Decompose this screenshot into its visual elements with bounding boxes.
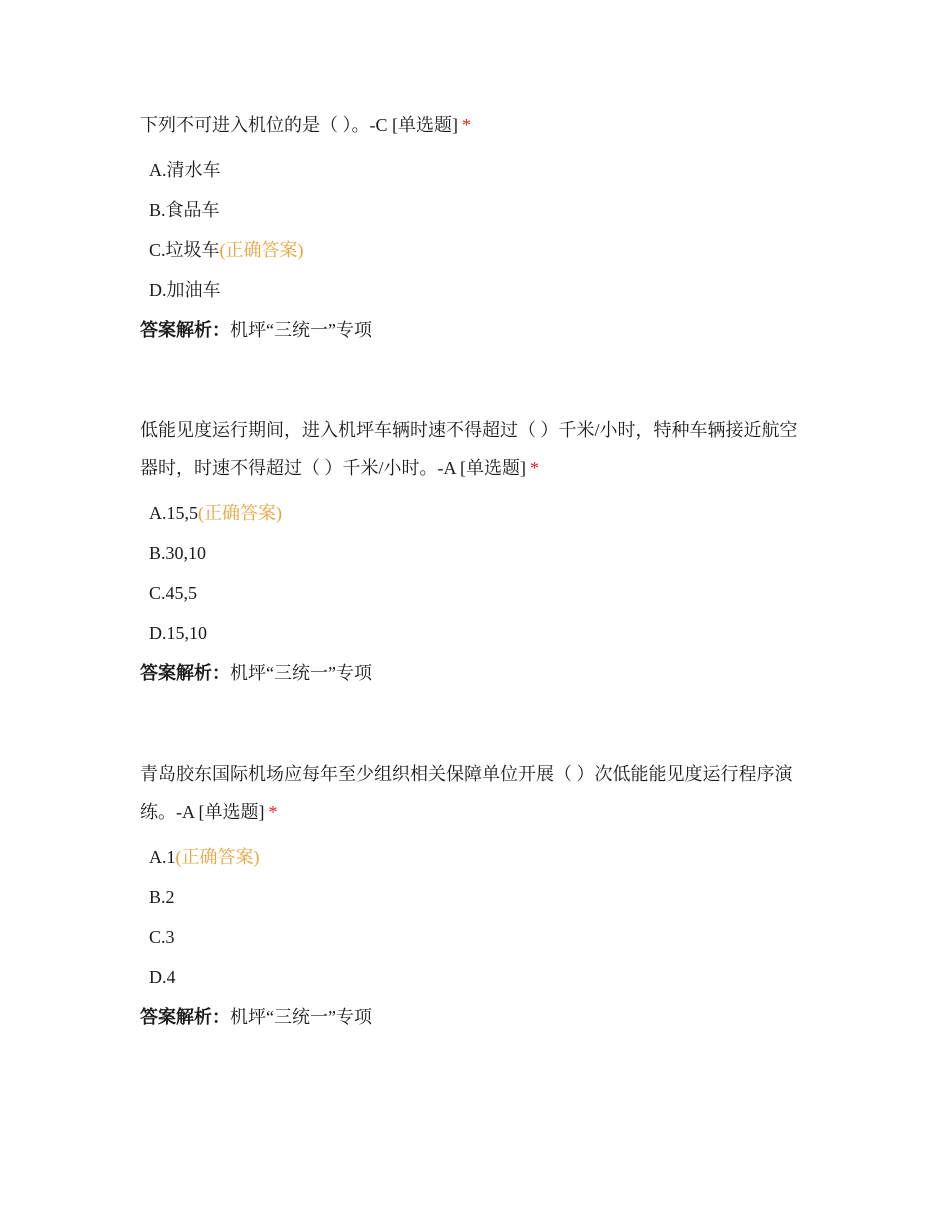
option-label: A.清水车 bbox=[149, 160, 221, 180]
option-a bbox=[140, 493, 810, 533]
answer-analysis bbox=[140, 654, 810, 692]
option-label: D.4 bbox=[149, 967, 176, 987]
option-label: C.垃圾车 bbox=[149, 240, 220, 260]
option-c bbox=[140, 230, 810, 270]
question-text: 下列不可进入机位的是（ ）。-C [单选题] bbox=[140, 115, 458, 135]
option-a bbox=[140, 150, 810, 190]
answer-analysis bbox=[140, 311, 810, 349]
analysis-label: 答案解析： bbox=[140, 1007, 230, 1027]
question-1 bbox=[140, 106, 810, 349]
option-label: B.30,10 bbox=[149, 543, 207, 563]
analysis-label: 答案解析： bbox=[140, 663, 230, 683]
answer-analysis bbox=[140, 998, 810, 1036]
option-d bbox=[140, 613, 810, 653]
option-label: D.15,10 bbox=[149, 623, 207, 643]
required-star: * bbox=[462, 115, 471, 135]
correct-answer-mark: (正确答案) bbox=[198, 503, 282, 523]
option-label: D.加油车 bbox=[149, 280, 221, 300]
option-label: A.15,5 bbox=[149, 503, 198, 523]
question-text: 青岛胶东国际机场应每年至少组织相关保障单位开展（ ）次低能能见度运行程序演练。-A [单选题] bbox=[140, 764, 793, 822]
option-label: C.3 bbox=[149, 927, 175, 947]
option-a bbox=[140, 837, 810, 877]
required-star: * bbox=[530, 458, 539, 478]
option-label: A.1 bbox=[149, 847, 176, 867]
option-list bbox=[140, 493, 810, 653]
analysis-text: 机坪“三统一”专项 bbox=[230, 320, 372, 340]
question-title bbox=[140, 755, 810, 831]
option-label: C.45,5 bbox=[149, 583, 198, 603]
required-star: * bbox=[268, 802, 278, 822]
option-label: B.2 bbox=[149, 887, 175, 907]
option-c bbox=[140, 573, 810, 613]
option-b bbox=[140, 877, 810, 917]
analysis-text: 机坪“三统一”专项 bbox=[230, 663, 372, 683]
question-3 bbox=[140, 755, 810, 1036]
option-b bbox=[140, 190, 810, 230]
correct-answer-mark: (正确答案) bbox=[219, 240, 304, 260]
option-list bbox=[140, 150, 810, 310]
option-c bbox=[140, 917, 810, 957]
correct-answer-mark: (正确答案) bbox=[175, 847, 260, 867]
option-label: B.食品车 bbox=[149, 200, 220, 220]
option-d bbox=[140, 270, 810, 310]
question-2 bbox=[140, 411, 810, 692]
option-b bbox=[140, 533, 810, 573]
option-list bbox=[140, 837, 810, 997]
analysis-label: 答案解析： bbox=[140, 320, 230, 340]
analysis-text: 机坪“三统一”专项 bbox=[230, 1007, 372, 1027]
option-d bbox=[140, 957, 810, 997]
question-text: 低能见度运行期间，进入机坪车辆时速不得超过（ ）千米/小时，特种车辆接近航空器时，时速不得超过（ ）千米/小时。-A [单选题] bbox=[140, 420, 798, 478]
question-title bbox=[140, 411, 810, 487]
question-title bbox=[140, 106, 810, 144]
